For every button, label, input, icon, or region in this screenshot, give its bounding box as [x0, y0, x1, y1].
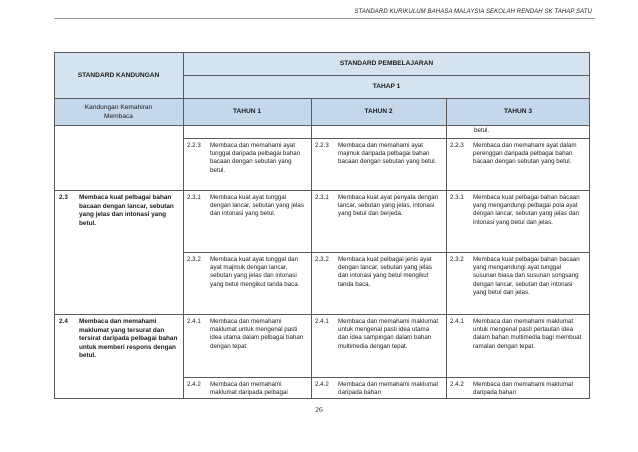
grid-line [54, 398, 590, 399]
content-code: 2.4 [59, 318, 68, 325]
header-standard-pembelajaran: STANDARD PEMBELAJARAN [183, 52, 590, 75]
content-text: Membaca dan memahami maklumat yang tersurat dan tersirat daripada pelbagai bahan untuk memberi respons dengan betul. [79, 318, 178, 360]
learning-code: 2.3.2 [187, 256, 201, 263]
learning-code: 2.2.3 [315, 142, 329, 149]
header-kandungan-kemahiran: Kandungan Kemahiran Membaca [54, 98, 183, 125]
table-row-231-tahun1 [187, 194, 305, 219]
grid-line [54, 314, 590, 315]
table-row-231-tahun3 [450, 194, 586, 227]
learning-text: Membaca dan memahami maklumat untuk mengenal pasti idea utama dalam pelbagai bahan dengan tepat. [210, 318, 304, 350]
learning-text: Membaca dan memahami maklumat daripada bahan [338, 381, 439, 397]
learning-text: Membaca dan memahami maklumat untuk mengenal pasti idea utama dan idea sampingan dalam bahan multimedia dengan tepat. [338, 318, 439, 350]
table-row-223-tahun3 [450, 142, 586, 167]
table-row-241-tahun2 [315, 318, 440, 351]
content-standard-23 [59, 194, 179, 228]
learning-text: Membaca kuat pelbagai bahan bacaan yang mengandungi pelbagai pola ayat dengan lancar, sebutan yang jelas dan intonasi yang betul dan jelas. [473, 194, 580, 226]
carry-over-label: betul. [474, 127, 490, 134]
grid-line [54, 98, 590, 99]
table-row-242-tahun2 [315, 381, 440, 397]
carry-over-text [474, 127, 584, 135]
learning-code: 2.2.3 [450, 142, 464, 149]
grid-line [183, 252, 590, 253]
grid-line [54, 190, 590, 191]
table-row-223-tahun2 [315, 142, 440, 167]
grid-line [183, 377, 590, 378]
learning-code: 2.4.1 [187, 318, 201, 325]
table-row-232-tahun3 [450, 256, 586, 297]
learning-code: 2.4.2 [187, 381, 201, 388]
learning-text: Membaca kuat ayat penyata dengan lancar, sebutan yang jelas, intonasi yang betul dan berjeda. [338, 194, 439, 218]
grid-line [183, 75, 590, 76]
table-row-231-tahun2 [315, 194, 440, 219]
learning-text: Membaca kuat pelbagai jenis ayat dengan lancar, sebutan yang jelas dan intonasi yang betul mengikut tanda baca. [338, 256, 432, 288]
learning-text: Membaca kuat pelbagai bahan bacaan yang mengandungi ayat tunggal susunan biasa dan susunan songsang dengan lancar, sebutan dan intonasi yang betul dan jelas. [473, 256, 580, 296]
learning-text: Membaca dan memahami maklumat daripada pelbagai [210, 381, 288, 397]
content-code: 2.3 [59, 194, 68, 201]
learning-code: 2.4.1 [315, 318, 329, 325]
table-row-232-tahun2 [315, 256, 440, 289]
header-tahun-3: TAHUN 3 [446, 98, 590, 125]
grid-line [54, 125, 590, 126]
table-row-242-tahun3 [450, 381, 586, 397]
learning-text: Membaca kuat ayat tunggal dan ayat majmuk dengan lancar, sebutan yang jelas dan intonasi yang betul mengikut tanda baca. [210, 256, 300, 288]
grid-line [311, 98, 312, 138]
content-text: Membaca kuat pelbagai bahan bacaan dengan lancar, sebutan yang jelas dan intonasi yang betul. [79, 194, 174, 227]
learning-code: 2.4.1 [450, 318, 464, 325]
grid-line [183, 52, 184, 399]
learning-text: Membaca dan memahami maklumat daripada bahan [473, 381, 574, 397]
learning-code: 2.3.2 [450, 256, 464, 263]
learning-code: 2.3.1 [450, 194, 464, 201]
learning-code: 2.3.2 [315, 256, 329, 263]
learning-text: Membaca dan memahami maklumat untuk mengenal pasti pertautan idea dalam bahan multimedia bagi membuat ramalan dengan tepat. [473, 318, 582, 350]
grid-line [311, 138, 312, 399]
header-tahun-1: TAHUN 1 [183, 98, 311, 125]
header-standard-kandungan: STANDARD KANDUNGAN [54, 52, 183, 98]
learning-text: Membaca dan memahami ayat tunggal daripada pelbagai bahan bacaan dengan sebutan yang betul. [210, 142, 301, 174]
header-rule [54, 18, 595, 19]
learning-code: 2.3.1 [315, 194, 329, 201]
table-row-242-tahun1 [187, 381, 305, 397]
curriculum-table [54, 52, 590, 399]
grid-line [54, 52, 590, 53]
table-row-232-tahun1 [187, 256, 305, 289]
page-number: 26 [315, 405, 323, 414]
grid-line [183, 138, 590, 139]
learning-text: Membaca dan memahami ayat majmuk daripada pelbagai bahan bacaan dengan sebutan yang betul. [338, 142, 437, 166]
content-standard-24 [59, 318, 179, 361]
grid-line [446, 98, 447, 399]
table-row-241-tahun3 [450, 318, 586, 351]
learning-code: 2.4.2 [450, 381, 464, 388]
header-tahap: TAHAP 1 [183, 75, 590, 98]
learning-text: Membaca kuat ayat tunggal dengan lancar, sebutan yang jelas dan intonasi yang betul. [210, 194, 304, 218]
grid-line [589, 52, 590, 399]
table-row-241-tahun1 [187, 318, 305, 351]
learning-text: Membaca dan memahami ayat dalam perenggan daripada pelbagai bahan bacaan dengan sebutan yang betul. [473, 142, 577, 166]
table-row-223-tahun1 [187, 142, 305, 175]
learning-code: 2.4.2 [315, 381, 329, 388]
learning-code: 2.2.3 [187, 142, 201, 149]
learning-code: 2.3.1 [187, 194, 201, 201]
running-header: STANDARD KURIKULUM BAHASA MALAYSIA SEKOLAH RENDAH SK TAHAP SATU [354, 9, 592, 15]
header-tahun-2: TAHUN 2 [311, 98, 446, 125]
grid-line [54, 52, 55, 399]
